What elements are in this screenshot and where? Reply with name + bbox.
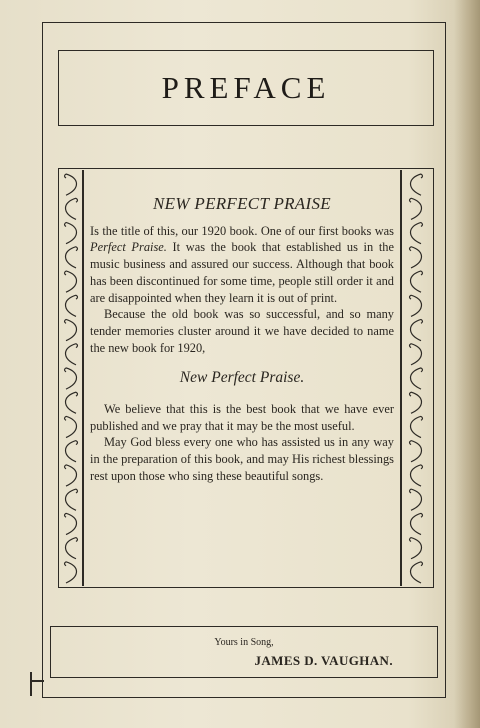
- book-spine-shadow: [454, 0, 480, 728]
- paragraph-text: Is the title of this, our 1920 book. One of our first books was: [90, 223, 394, 238]
- paragraph: Because the old book was so successful, and so many tender memories cluster around it we have decided to name the new book for 1920,: [90, 307, 394, 355]
- corner-mark: [30, 680, 44, 682]
- page-title: PREFACE: [161, 70, 331, 105]
- paragraph: We believe that this is the best book that we have ever published and we pray that it may be the most useful.: [90, 402, 394, 433]
- preface-subheading: New Perfect Praise.: [179, 369, 305, 387]
- scroll-border-icon: [405, 172, 427, 584]
- title-box: [58, 50, 434, 126]
- signature-box: [50, 626, 438, 678]
- closing: Yours in Song,: [214, 637, 274, 648]
- scroll-border-icon: [60, 172, 82, 584]
- preface-heading: NEW PERFECT PRAISE: [153, 194, 331, 213]
- author-name: JAMES D. VAUGHAN.: [254, 653, 393, 668]
- corner-mark-vertical: [30, 672, 32, 696]
- paragraph: [90, 223, 394, 307]
- inner-rule-right: [400, 170, 402, 586]
- paragraph: May God bless every one who has assisted us in any way in the preparation of this book, and may His richest blessings rest upon those who sing these beautiful songs.: [90, 435, 394, 483]
- book-title-emphasis: Perfect Praise.: [90, 240, 167, 255]
- inner-rule-left: [82, 170, 84, 586]
- paragraph-text: It was the book that established us in the music business and assured our success. Although that book has been discontinued for some time, people still order it and are disappointed when they learn it is out of print.: [90, 240, 394, 305]
- preface-content: [90, 196, 394, 485]
